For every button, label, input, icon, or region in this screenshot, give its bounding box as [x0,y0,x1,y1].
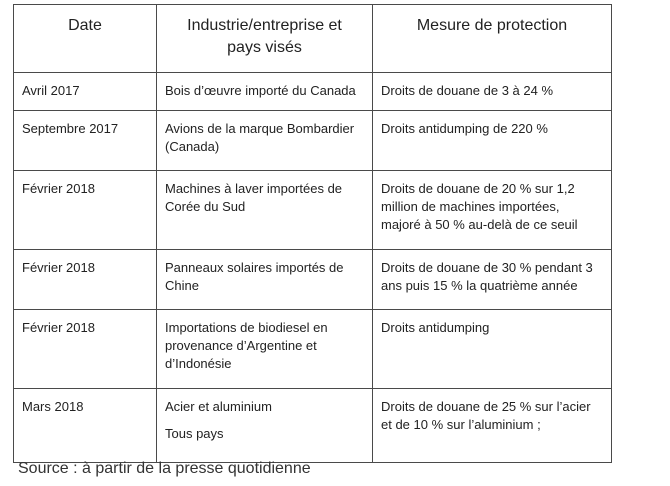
cell-date: Février 2018 [14,250,157,310]
header-measure: Mesure de protection [373,5,612,73]
cell-measure: Droits de douane de 3 à 24 % [373,73,612,111]
table-row [14,389,612,463]
cell-industry: Importations de biodiesel en provenance d’Argentine et d’Indonésie [157,310,373,389]
table-row [14,111,612,171]
header-date: Date [14,5,157,73]
cell-industry: Bois d’œuvre importé du Canada [157,73,373,111]
source-note: Source : à partir de la presse quotidienne [18,460,311,477]
cell-measure: Droits antidumping [373,310,612,389]
cell-industry: Acier et aluminium Tous pays [157,389,373,463]
table-row [14,250,612,310]
cell-date: Février 2018 [14,171,157,250]
cell-date: Septembre 2017 [14,111,157,171]
table-row [14,171,612,250]
table-row [14,310,612,389]
header-industry: Industrie/entreprise et pays visés [157,5,373,73]
cell-measure: Droits de douane de 25 % sur l’acier et de 10 % sur l’aluminium ; [373,389,612,463]
protection-measures-table [13,4,612,463]
cell-industry: Machines à laver importées de Corée du Sud [157,171,373,250]
cell-date: Avril 2017 [14,73,157,111]
cell-measure: Droits antidumping de 220 % [373,111,612,171]
cell-industry: Avions de la marque Bombardier (Canada) [157,111,373,171]
cell-date: Mars 2018 [14,389,157,463]
cell-industry: Panneaux solaires importés de Chine [157,250,373,310]
table-header-row [14,5,612,73]
cell-date: Février 2018 [14,310,157,389]
cell-measure: Droits de douane de 20 % sur 1,2 million de machines importées, majoré à 50 % au-delà de ce seuil [373,171,612,250]
cell-measure: Droits de douane de 30 % pendant 3 ans puis 15 % la quatrième année [373,250,612,310]
table-row [14,73,612,111]
